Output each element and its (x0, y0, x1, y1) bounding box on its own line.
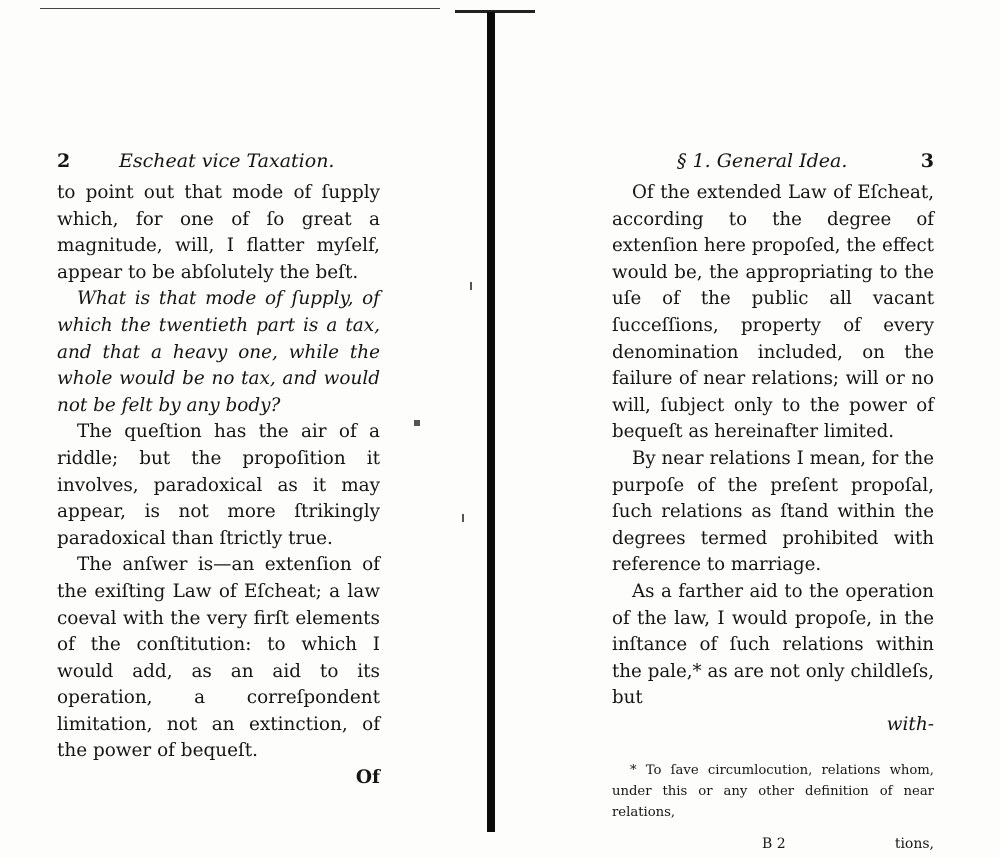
running-head-title: § 1. General Idea. (677, 150, 848, 172)
top-rule (40, 8, 440, 9)
signature-line (612, 836, 934, 858)
ink-speck (470, 282, 472, 290)
paragraph: to point out that mode of ſupply which, for one of ſo great a magnitude, will, I flatter myſelf, appear to be abſolutely the beſt. (57, 182, 380, 283)
paragraph: The anſwer is—an extenſion of the exiſting Law of Eſcheat; a law coeval with the very firſt elements of the conſtitution: to which I would add, as an aid to its operation, a correſpondent limitation, not an extinction, of the power of bequeſt. (57, 554, 380, 762)
paragraph: By near relations I mean, for the purpoſe of the preſent propoſal, ſuch relations as ſtand within the degrees termed prohibited with reference to marriage. (612, 447, 934, 576)
running-head-title: Escheat vice Taxation. (119, 150, 335, 172)
left-page (57, 150, 380, 791)
right-page (612, 150, 934, 858)
catchword: with- (886, 713, 934, 735)
gutter-cap (455, 10, 535, 13)
paragraph: Of the extended Law of Eſcheat, according to the degree of extenſion here propoſed, the effect would be, the appropriating to the uſe of the public all vacant ſucceſſions, property of every denomination included, on the failure of near relations; will or no will, ſubject only to the power of bequeſt as hereinafter limited. (612, 182, 934, 443)
footnote: * To ſave circumlocution, relations whom, under this or any other definition of near relations, (612, 762, 934, 820)
footnote-catchword: tions, (894, 836, 934, 853)
running-head (612, 150, 934, 180)
paragraph: As a farther aid to the operation of the law, I would propoſe, in the inſtance of ſuch relations within the pale,* as are not only childleſs, but (612, 580, 934, 709)
paragraph: The queſtion has the air of a riddle; but the propoſition it involves, paradoxical as it may appear, is not more ſtrikingly paradoxical than ſtrictly true. (57, 421, 380, 549)
running-head (57, 150, 380, 180)
ink-speck (414, 420, 420, 426)
book-gutter (487, 12, 495, 832)
page-number: 2 (57, 150, 71, 172)
page-number: 3 (920, 150, 934, 172)
signature-mark: B 2 (762, 836, 786, 853)
ink-speck (462, 514, 464, 522)
paragraph-italic: What is that mode of ſupply, of which the twentieth part is a tax, and that a heavy one, while the whole would be no tax, and would not be felt by any body? (57, 288, 380, 416)
catchword: Of (355, 767, 380, 789)
